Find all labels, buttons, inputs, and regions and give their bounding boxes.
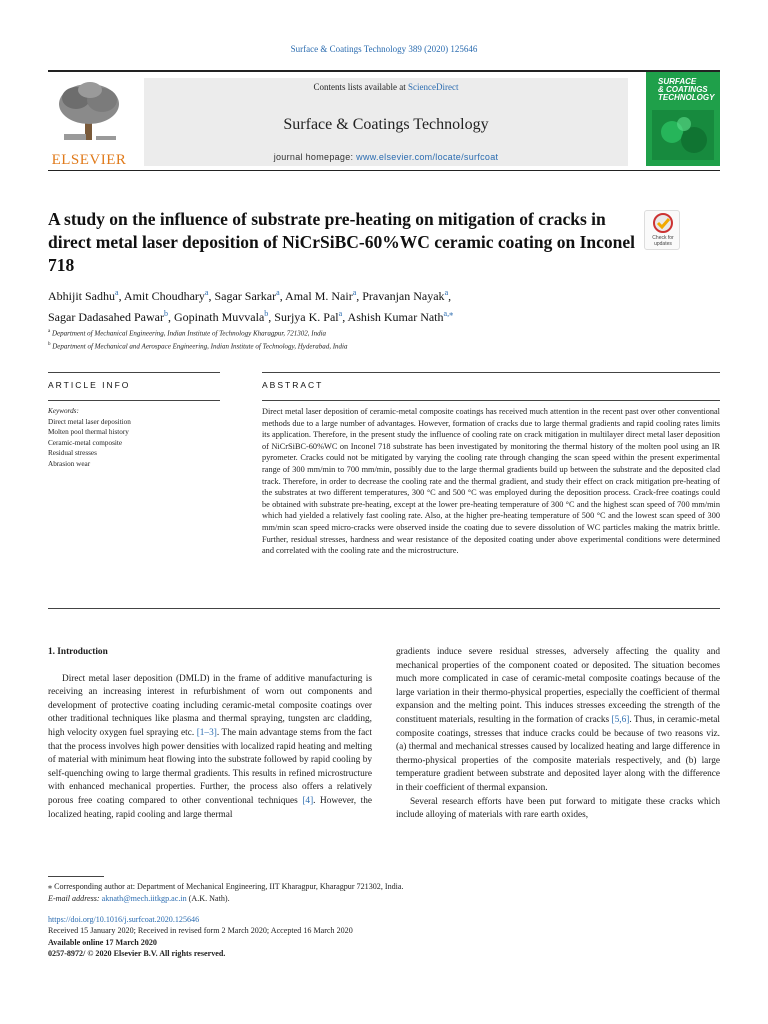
author-affiliation-mark[interactable]: a <box>204 288 209 297</box>
paragraph-text: gradients induce severe residual stresses, adversely affecting the quality and mechanical properties of the component coated or deposited. The situation becomes much more complicated in case of ceramic-metal composite coatings because of the large variation in their thermo-physical properties, especially the coefficient of thermal expansion and the melting point. This induces stresses exceeding the strength of the constituent materials, resulting in the formation of cracks <box>396 647 720 725</box>
cover-line: TECHNOLOGY <box>658 93 715 102</box>
cover-line: SURFACE <box>658 77 697 86</box>
cover-title <box>658 78 718 102</box>
citation-link[interactable]: [4] <box>302 795 314 806</box>
author-affiliation-mark[interactable]: a <box>276 288 280 297</box>
keyword-item: Abrasion wear <box>48 459 91 468</box>
author-name[interactable]: Amal M. Nair <box>285 289 353 303</box>
journal-title: Surface & Coatings Technology <box>283 116 489 133</box>
author-name[interactable]: Pravanjan Nayak <box>362 289 445 303</box>
keyword-item: Ceramic-metal composite <box>48 438 123 447</box>
email-link[interactable]: aknath@mech.iitkgp.ac.in <box>101 894 187 903</box>
publisher-logo[interactable] <box>48 78 130 168</box>
journal-reference[interactable]: Surface & Coatings Technology 389 (2020) 125646 <box>290 44 478 54</box>
author-affiliation-mark[interactable]: a <box>352 288 357 297</box>
author-affiliation-mark[interactable]: b <box>264 309 269 318</box>
divider <box>48 400 220 401</box>
body-column-left <box>48 646 372 822</box>
divider <box>262 400 720 401</box>
author-name[interactable]: Abhijit Sadhu <box>48 289 116 303</box>
author-name[interactable]: Gopinath Muvvala <box>173 310 265 324</box>
available-online: Available online 17 March 2020 <box>48 937 157 947</box>
affiliation <box>48 339 648 352</box>
body-column-right <box>396 646 720 823</box>
body-paragraph <box>48 673 372 823</box>
masthead-banner <box>144 78 628 166</box>
footnote-divider <box>48 876 104 877</box>
check-for-updates-badge[interactable] <box>644 210 680 250</box>
cover-art-icon <box>652 110 714 160</box>
article-history: Received 15 January 2020; Received in revised form 2 March 2020; Accepted 16 March 2020 <box>48 926 353 936</box>
abstract-text: Direct metal laser deposition of ceramic-metal composite coatings has received much attention in the recent past over other conventional methods due to a large number of advantages. However, formation of cracks due to large thermal gradients and rapid cooling rates limits its application. Therefore, in the present study the influence of cooling rate on crack mitigation in multilayer direct metal laser deposition of NiCrSiBC-60%WC on Inconel 718 substrate has been investigated by monitoring the thermal history of the molten pool using an IR pyrometer. Cracks could not be mitigated by varying the cooling rate through changing the scan speed within the present experimental range of 300 mm/min to 700 mm/min, possibly due to the large thermal gradients build up between the substrate and the deposited clad track. Therefore, in order to decrease the cooling rate and the thermal gradient, and study their effect on crack mitigation pre-heating of the substrates at two different temperatures, 300 °C and 500 °C was employed during the deposition process. Crack-free coatings could be obtained with substrate pre-heating, except at the lower pre-heating temperature of 300 °C and the highest scan speed of 700 mm/min which had yielded a relatively fast cooling rate. Also, at the higher pre-heating temperature of 500 °C and the lowest scan speed of 300 mm/min scan speed micro-cracks were observed inside the coating due to severe dissolution of WC particles making the matrix brittle. Further, residual stresses, hardness and wear resistance of the deposited coating under above experimental conditions were determined and correlated with the cooling rate and the microstructure. <box>262 407 720 556</box>
abstract-heading: ABSTRACT <box>262 380 324 390</box>
divider <box>48 608 720 609</box>
journal-homepage-link[interactable]: www.elsevier.com/locate/surfcoat <box>356 152 499 162</box>
homepage-prefix: journal homepage: <box>273 152 357 162</box>
crossmark-icon <box>645 211 681 235</box>
affiliation-text: Department of Mechanical Engineering, Indian Institute of Technology Kharagpur, 721302, India <box>51 329 327 338</box>
affiliation-text: Department of Mechanical and Aerospace Engineering, Indian Institute of Technology, Hyderabad, India <box>52 342 348 351</box>
affiliations <box>48 326 648 353</box>
contents-prefix: Contents lists available at <box>313 82 408 92</box>
journal-masthead <box>48 70 720 166</box>
author-name[interactable]: Sagar Dadasahed Pawar <box>48 310 164 324</box>
citation-link[interactable]: [1–3] <box>196 727 217 738</box>
publication-info <box>48 914 720 960</box>
author-affiliation-mark[interactable]: a <box>115 288 119 297</box>
author-name[interactable]: Surjya K. Pal <box>274 310 339 324</box>
author-affiliation-mark[interactable]: b <box>163 309 168 318</box>
divider <box>48 372 220 373</box>
citation-link[interactable]: [5,6] <box>611 714 630 725</box>
keywords-block <box>48 406 220 469</box>
email-suffix: (A.K. Nath). <box>186 894 230 903</box>
keywords-label: Keywords: <box>48 407 79 415</box>
paragraph-text: . Thus, in ceramic-metal composite coatings, stresses that induce cracks could be because of two reasons viz. (a) thermal and mechanical stresses caused by localized heating and large difference in thermo-physical properties of the composite materials respectively, and (b) large temperature gradient between substrate and deposited layer along with the difference in their coefficient of thermal expansion. <box>396 714 720 793</box>
affiliation <box>48 326 648 339</box>
copyright-line: 0257-8972/ © 2020 Elsevier B.V. All rights reserved. <box>48 949 226 959</box>
author-list: Abhijit Sadhu$^a$, Amit Choudhary$^a$, Sagar Sarkar$^a$, Amal M. Nair$^a$, Pravanjan Nayak$^a$, Sagar Dadasahed Pawar$^b$, Gopinath Muvvala$^b$, Surjya K. Pal$^a$, Ashish Kumar Nath$^{a,⁎}$ <box>48 288 454 324</box>
paragraph-text: . However, the localized heating, rapid cooling and large thermal <box>48 795 372 820</box>
author-name[interactable]: Amit Choudhary <box>123 289 205 303</box>
affiliation-mark: a <box>48 329 51 334</box>
article-title: A study on the influence of substrate pre-heating on mitigation of cracks in direct metal laser deposition of NiCrSiBC-60%WC ceramic coating on Inconel 718 <box>48 209 635 275</box>
paragraph-text: Direct metal laser deposition (DMLD) in the frame of additive manufacturing is receiving an increasing interest in refurbishment of worn out components and development of protective coating including ceramic-metal composite coatings over other traditional techniques like plasma and thermal spraying, tungsten arc cladding, high velocity oxygen fuel spraying etc. <box>48 673 372 738</box>
section-heading: 1. Introduction <box>48 647 108 657</box>
author-name[interactable]: Sagar Sarkar <box>214 289 277 303</box>
elsevier-tree-icon <box>54 80 124 144</box>
author-affiliation-mark[interactable]: a <box>338 309 343 318</box>
body-paragraph <box>396 646 720 796</box>
journal-cover-thumbnail[interactable] <box>646 72 720 166</box>
author-affiliation-mark[interactable]: a <box>444 288 449 297</box>
author-name[interactable]: Ashish Kumar Nath <box>347 310 444 324</box>
author-affiliation-mark[interactable]: a,⁎ <box>443 309 454 318</box>
footnotes <box>48 881 720 905</box>
keyword-item: Residual stresses <box>48 449 97 457</box>
body-paragraph: Several research efforts have been put forward to mitigate these cracks which include alloying of materials with rare earth oxides, <box>396 796 720 821</box>
publisher-name: ELSEVIER <box>51 152 127 168</box>
divider <box>262 372 720 373</box>
keyword-item: Molten pool thermal history <box>48 428 129 436</box>
cover-line: & COATINGS <box>658 85 708 94</box>
corresponding-author-note: ⁎ Corresponding author at: Department of Mechanical Engineering, IIT Kharagpur, Kharagpur 721302, India. <box>48 882 404 891</box>
email-note <box>48 893 720 905</box>
homepage-line <box>144 152 628 162</box>
keyword-item: Direct metal laser deposition <box>48 417 131 426</box>
article-info-heading: ARTICLE INFO <box>48 380 131 390</box>
crossmark-label: Check for updates <box>652 235 674 247</box>
email-label: E-mail address: <box>48 894 102 903</box>
affiliation-mark: b <box>48 342 51 348</box>
contents-line <box>144 82 628 92</box>
paragraph-text: . The main advantage stems from the fact that the process involves high power densities with localized rapid heating and melting of material with minimum heat flowing into the substrate followed by rapid cooling by self-quenching owing to large thermal gradients. This results in refined microstructure with enhanced mechanical properties. Further, the process also offers a relatively porous free coating compared to other conventional techniques <box>48 727 372 806</box>
sciencedirect-link[interactable]: ScienceDirect <box>408 82 459 92</box>
doi-link[interactable]: https://doi.org/10.1016/j.surfcoat.2020.125646 <box>48 915 200 924</box>
masthead-rule <box>48 170 720 171</box>
